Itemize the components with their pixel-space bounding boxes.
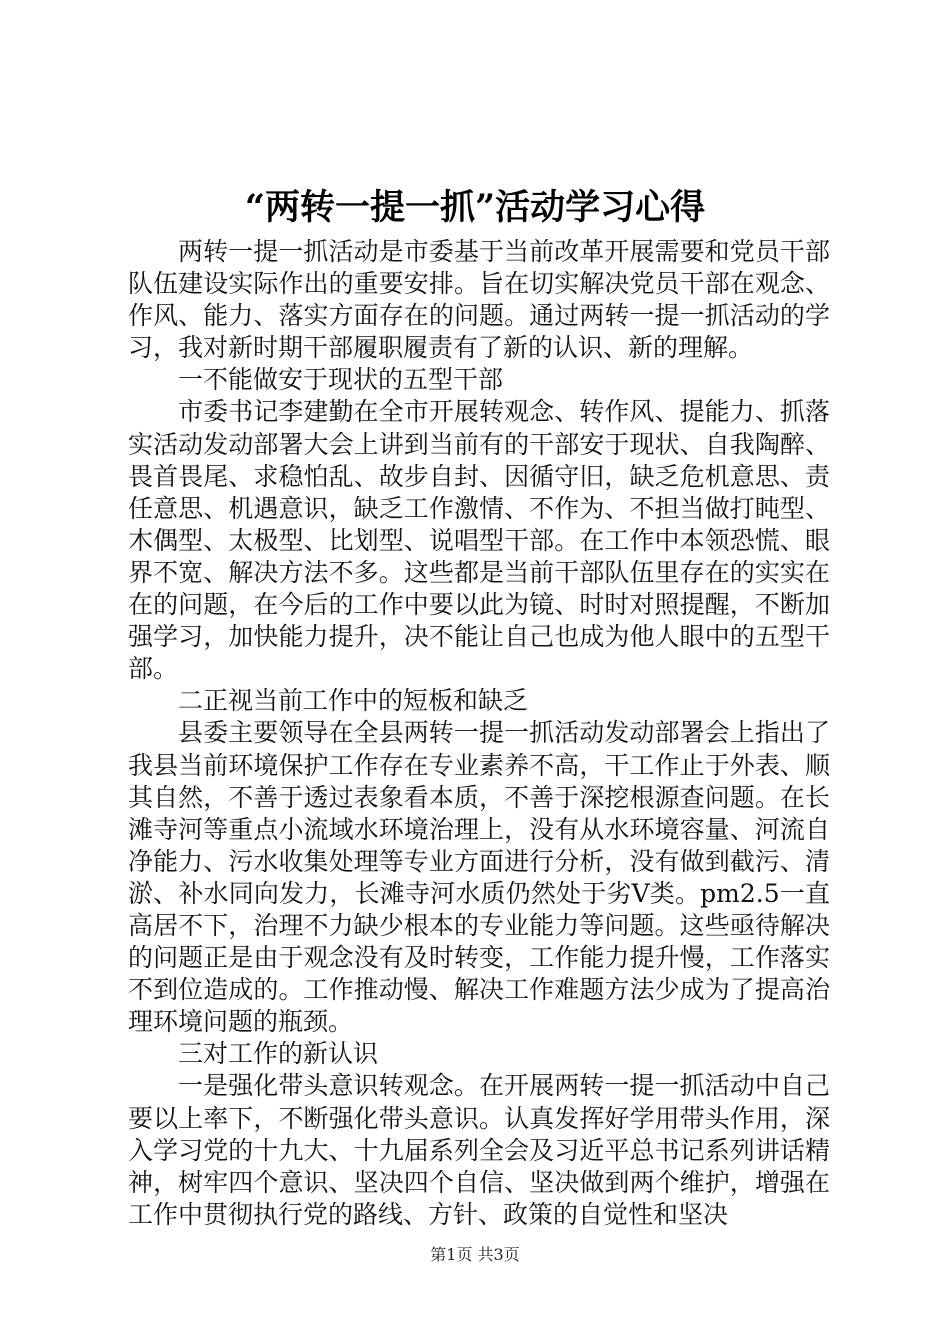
- section-heading-2: 二正视当前工作中的短板和缺乏: [178, 686, 529, 716]
- section-heading-3: 三对工作的新认识: [178, 1039, 379, 1069]
- page-footer: 第1页 共3页: [430, 1245, 520, 1264]
- section-heading-1: 一不能做安于现状的五型干部: [178, 365, 504, 395]
- paragraph-section-3: 一是强化带头意识转观念。在开展两转一提一抓活动中自己要以上率下，不断强化带头意识。认真发挥好学用带头作用，深入学习党的十九大、十九届系列全会及习近平总书记系列讲话精神，树牢四个意识、坚决四个自信、坚决做到两个维护，增强在工作中贯彻执行党的路线、方针、政策的自觉性和坚决: [128, 1071, 830, 1229]
- document-title: “两转一提一抓”活动学习心得: [244, 187, 706, 228]
- document-body: [128, 236, 830, 1231]
- paragraph-section-2: 县委主要领导在全县两转一提一抓活动发动部署会上指出了我县当前环境保护工作存在专业素养不高，干工作止于外表、顺其自然，不善于透过表象看本质，不善于深挖根源查问题。在长滩寺河等重点小流域水环境治理上，没有从水环境容量、河流自净能力、污水收集处理等专业方面进行分析，没有做到截污、清淤、补水同向发力，长滩寺河水质仍然处于劣Ⅴ类。pm2.5一直高居不下，治理不力缺少根本的专业能力等问题。这些亟待解决的问题正是由于观念没有及时转变，工作能力提升慢，工作落实不到位造成的。工作推动慢、解决工作难题方法少成为了提高治理环境问题的瓶颈。: [128, 718, 830, 1037]
- paragraph-section-1: 市委书记李建勤在全市开展转观念、转作风、提能力、抓落实活动发动部署大会上讲到当前有的干部安于现状、自我陶醉、畏首畏尾、求稳怕乱、故步自封、因循守旧，缺乏危机意思、责任意思、机遇意识，缺乏工作激情、不作为、不担当做打盹型、木偶型、太极型、比划型、说唱型干部。在工作中本领恐慌、眼界不宽、解决方法不多。这些都是当前干部队伍里存在的实实在在的问题，在今后的工作中要以此为镜、时时对照提醒，不断加强学习，加快能力提升，决不能让自己也成为他人眼中的五型干部。: [128, 397, 830, 684]
- paragraph-intro: 两转一提一抓活动是市委基于当前改革开展需要和党员干部队伍建设实际作出的重要安排。旨在切实解决党员干部在观念、作风、能力、落实方面存在的问题。通过两转一提一抓活动的学习，我对新时期干部履职履责有了新的认识、新的理解。: [128, 237, 830, 363]
